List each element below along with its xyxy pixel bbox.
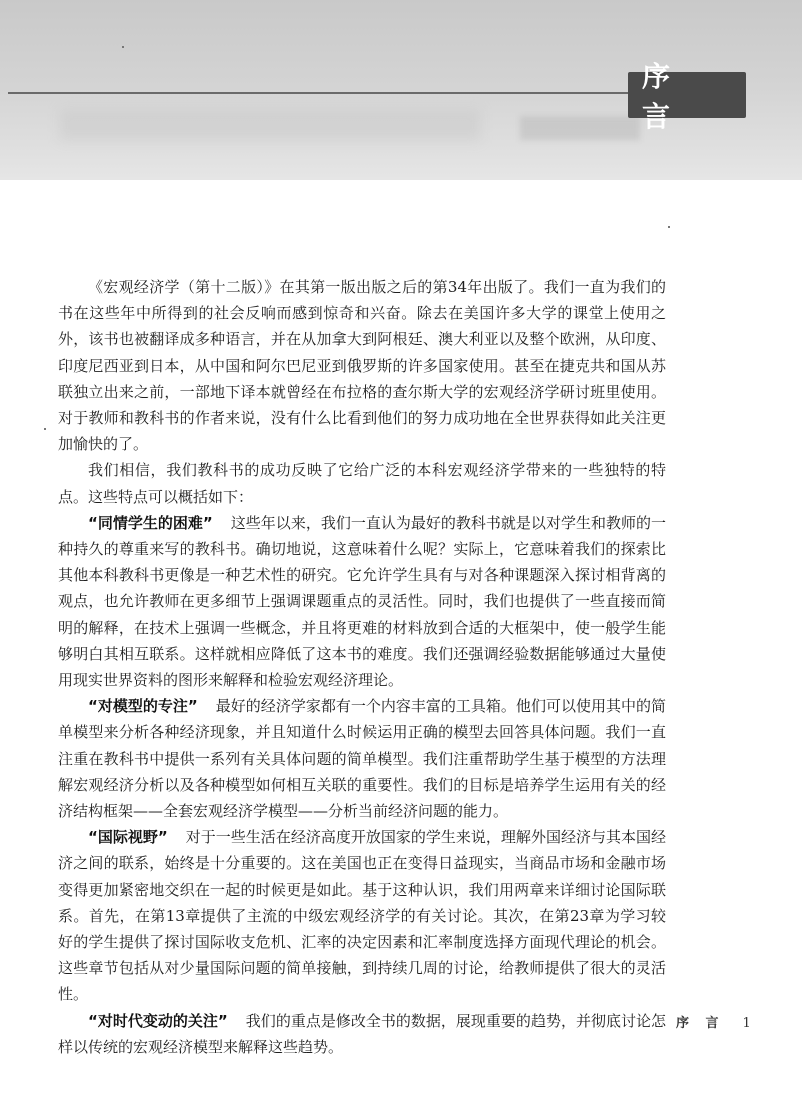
paragraph-heading: “对模型的专注” <box>88 697 198 716</box>
paragraph-heading: “同情学生的困难” <box>88 513 213 532</box>
banner-texture-2 <box>520 116 640 140</box>
body-text <box>58 274 666 1060</box>
paragraph-text: 我们相信，我们教科书的成功反映了它给广泛的本科宏观经济学带来的一些独特的特点。这些特点可以概括如下： <box>58 461 666 506</box>
paragraph-student-sympathy <box>58 510 666 693</box>
paragraph-heading: “国际视野” <box>88 828 168 847</box>
paragraph-text: 《宏观经济学（第十二版）》在其第一版出版之后的第34年出版了。我们一直为我们的书在这些年中所得到的社会反响而感到惊奇和兴奋。除去在美国许多大学的课堂上使用之外，该书也被翻译成多种语言，并在从加拿大到阿根廷、澳大利亚以及整个欧洲，从印度、印度尼西亚到日本，从中国和阿尔巴尼亚到俄罗斯的许多国家使用。甚至在捷克共和国从苏联独立出来之前，一部地下译本就曾经在布拉格的查尔斯大学的宏观经济学研讨班里使用。对于教师和教科书的作者来说，没有什么比看到他们的努力成功地在全世界获得如此关注更加愉快的了。 <box>58 278 666 454</box>
paragraph-timely <box>58 1008 666 1060</box>
page-footer <box>676 1012 751 1031</box>
paragraph-text: 这些年以来，我们一直认为最好的教科书就是以对学生和教师的一种持久的尊重来写的教科书。确切地说，这意味着什么呢？实际上，它意味着我们的探索比其他本科教科书更像是一种艺术性的研究。它允许学生具有与对各种课题深入探讨相背离的观点，也允许教师在更多细节上强调课题重点的灵活性。同时，我们也提供了一些直接而简明的解释，在技术上强调一些概念，并且将更难的材料放到合适的大框架中，使一般学生能够明白其相互联系。这样就相应降低了这本书的难度。我们还强调经验数据能够通过大量使用现实世界资料的图形来解释和检验宏观经济理论。 <box>58 513 666 690</box>
header-banner <box>0 0 802 180</box>
section-title: 序 言 <box>628 72 746 118</box>
paragraph-international <box>58 824 666 1007</box>
scan-speck <box>122 46 124 48</box>
banner-rule <box>8 92 628 94</box>
page-number: 1 <box>742 1016 751 1031</box>
footer-label: 序 言 <box>676 1016 725 1031</box>
paragraph-heading: “对时代变动的关注” <box>88 1011 228 1030</box>
paragraph-features <box>58 457 666 509</box>
paragraph-text: 对于一些生活在经济高度开放国家的学生来说，理解外国经济与其本国经济之间的联系，始终是十分重要的。这在美国也正在变得日益现实，当商品市场和金融市场变得更加紧密地交织在一起的时候更是如此。基于这种认识，我们用两章来详细讨论国际联系。首先，在第13章提供了主流的中级宏观经济学的有关讨论。其次，在第23章为学习较好的学生提供了探讨国际收支危机、汇率的决定因素和汇率制度选择方面现代理论的机会。这些章节包括从对少量国际问题的简单接触，到持续几周的讨论，给教师提供了很大的灵活性。 <box>58 828 666 1004</box>
paragraph-text: 我们的重点是修改全书的数据，展现重要的趋势，并彻底讨论怎样以传统的宏观经济模型来解释这些趋势。 <box>58 1011 667 1056</box>
scan-speck <box>668 226 670 228</box>
paragraph-intro <box>58 274 666 457</box>
scan-speck <box>44 428 46 430</box>
paragraph-model-focus <box>58 693 666 824</box>
paragraph-text: 最好的经济学家都有一个内容丰富的工具箱。他们可以使用其中的简单模型来分析各种经济现象，并且知道什么时候运用正确的模型去回答具体问题。我们一直注重在教科书中提供一系列有关具体问题的简单模型。我们注重帮助学生基于模型的方法理解宏观经济分析以及各种模型如何相互关联的重要性。我们的目标是培养学生运用有关的经济结构框架——全套宏观经济学模型——分析当前经济问题的能力。 <box>58 697 666 821</box>
banner-texture <box>60 110 480 140</box>
